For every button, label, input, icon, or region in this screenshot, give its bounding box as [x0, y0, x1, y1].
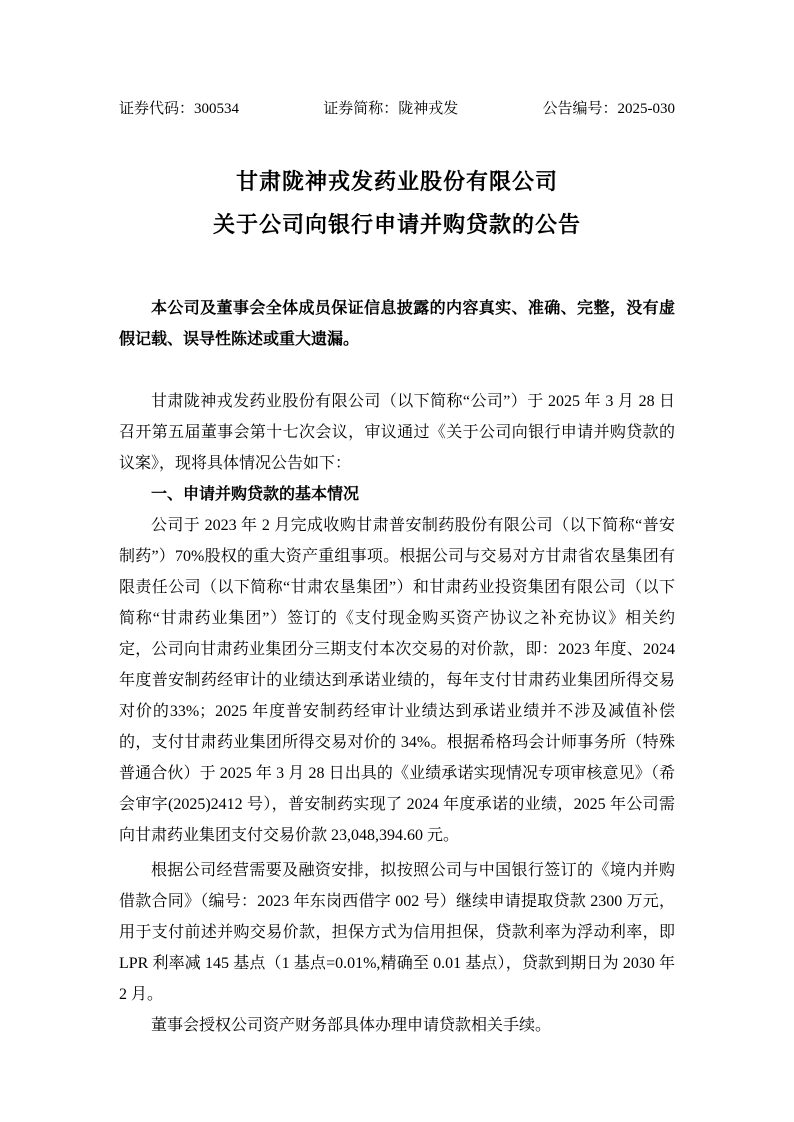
- document-header: [119, 98, 675, 120]
- paragraph-acquisition-background: 公司于 2023 年 2 月完成收购甘肃普安制药股份有限公司（以下简称“普安制药”）70%股权的重大资产重组事项。根据公司与交易对方甘肃省农垦集团有限责任公司（以下简称“甘肃农垦集团”）和甘肃药业投资集团有限公司（以下简称“甘肃药业集团”）签订的《支付现金购买资产协议之补充协议》相关约定，公司向甘肃药业集团分三期支付本次交易的对价款，即：2023 年度、2024 年度普安制药经审计的业绩达到承诺业绩的，每年支付甘肃药业集团所得交易对价的33%；2025 年度普安制药经审计业绩达到承诺业绩并不涉及减值补偿的，支付甘肃药业集团所得交易对价的 34%。根据希格玛会计师事务所（特殊普通合伙）于 2025 年 3 月 28 日出具的《业绩承诺实现情况专项审核意见》（希会审字(2025)2412 号），普安制药实现了 2024 年度承诺的业绩，2025 年公司需向甘肃药业集团支付交易价款 23,048,394.60 元。: [119, 517, 675, 844]
- intro-paragraph: 甘肃陇神戎发药业股份有限公司（以下简称“公司”）于 2025 年 3 月 28 日召开第五届董事会第十七次会议，审议通过《关于公司向银行申请并购贷款的议案》，现将具体情况公告如下：: [119, 393, 675, 472]
- section-heading-loan-basics: 一、申请并购贷款的基本情况: [151, 486, 360, 503]
- stock-code: 证券代码：300534: [119, 101, 240, 117]
- paragraph-loan-terms: 根据公司经营需要及融资安排，拟按照公司与中国银行签订的《境内并购借款合同》（编号：2023 年东岗西借字 002 号）继续申请提取贷款 2300 万元，用于支付前述并购交易价款，担保方式为信用担保，贷款利率为浮动利率，即 LPR 利率减 145 基点（1 基点=0.01%,精确至 0.01 基点），贷款到期日为 2030 年 2 月。: [119, 862, 675, 1003]
- company-name-title-line: 甘肃陇神戎发药业股份有限公司: [235, 169, 558, 194]
- disclosure-statement: 本公司及董事会全体成员保证信息披露的内容真实、准确、完整，没有虚假记载、误导性陈述或重大遗漏。: [119, 300, 675, 348]
- document-title: [119, 160, 675, 246]
- paragraph-board-authorization: 董事会授权公司资产财务部具体办理申请贷款相关手续。: [151, 1017, 552, 1034]
- announcement-title-line: 关于公司向银行申请并购贷款的公告: [212, 212, 581, 237]
- announcement-number: 公告编号：2025-030: [542, 101, 675, 117]
- stock-name: 证券简称：陇神戎发: [323, 101, 459, 117]
